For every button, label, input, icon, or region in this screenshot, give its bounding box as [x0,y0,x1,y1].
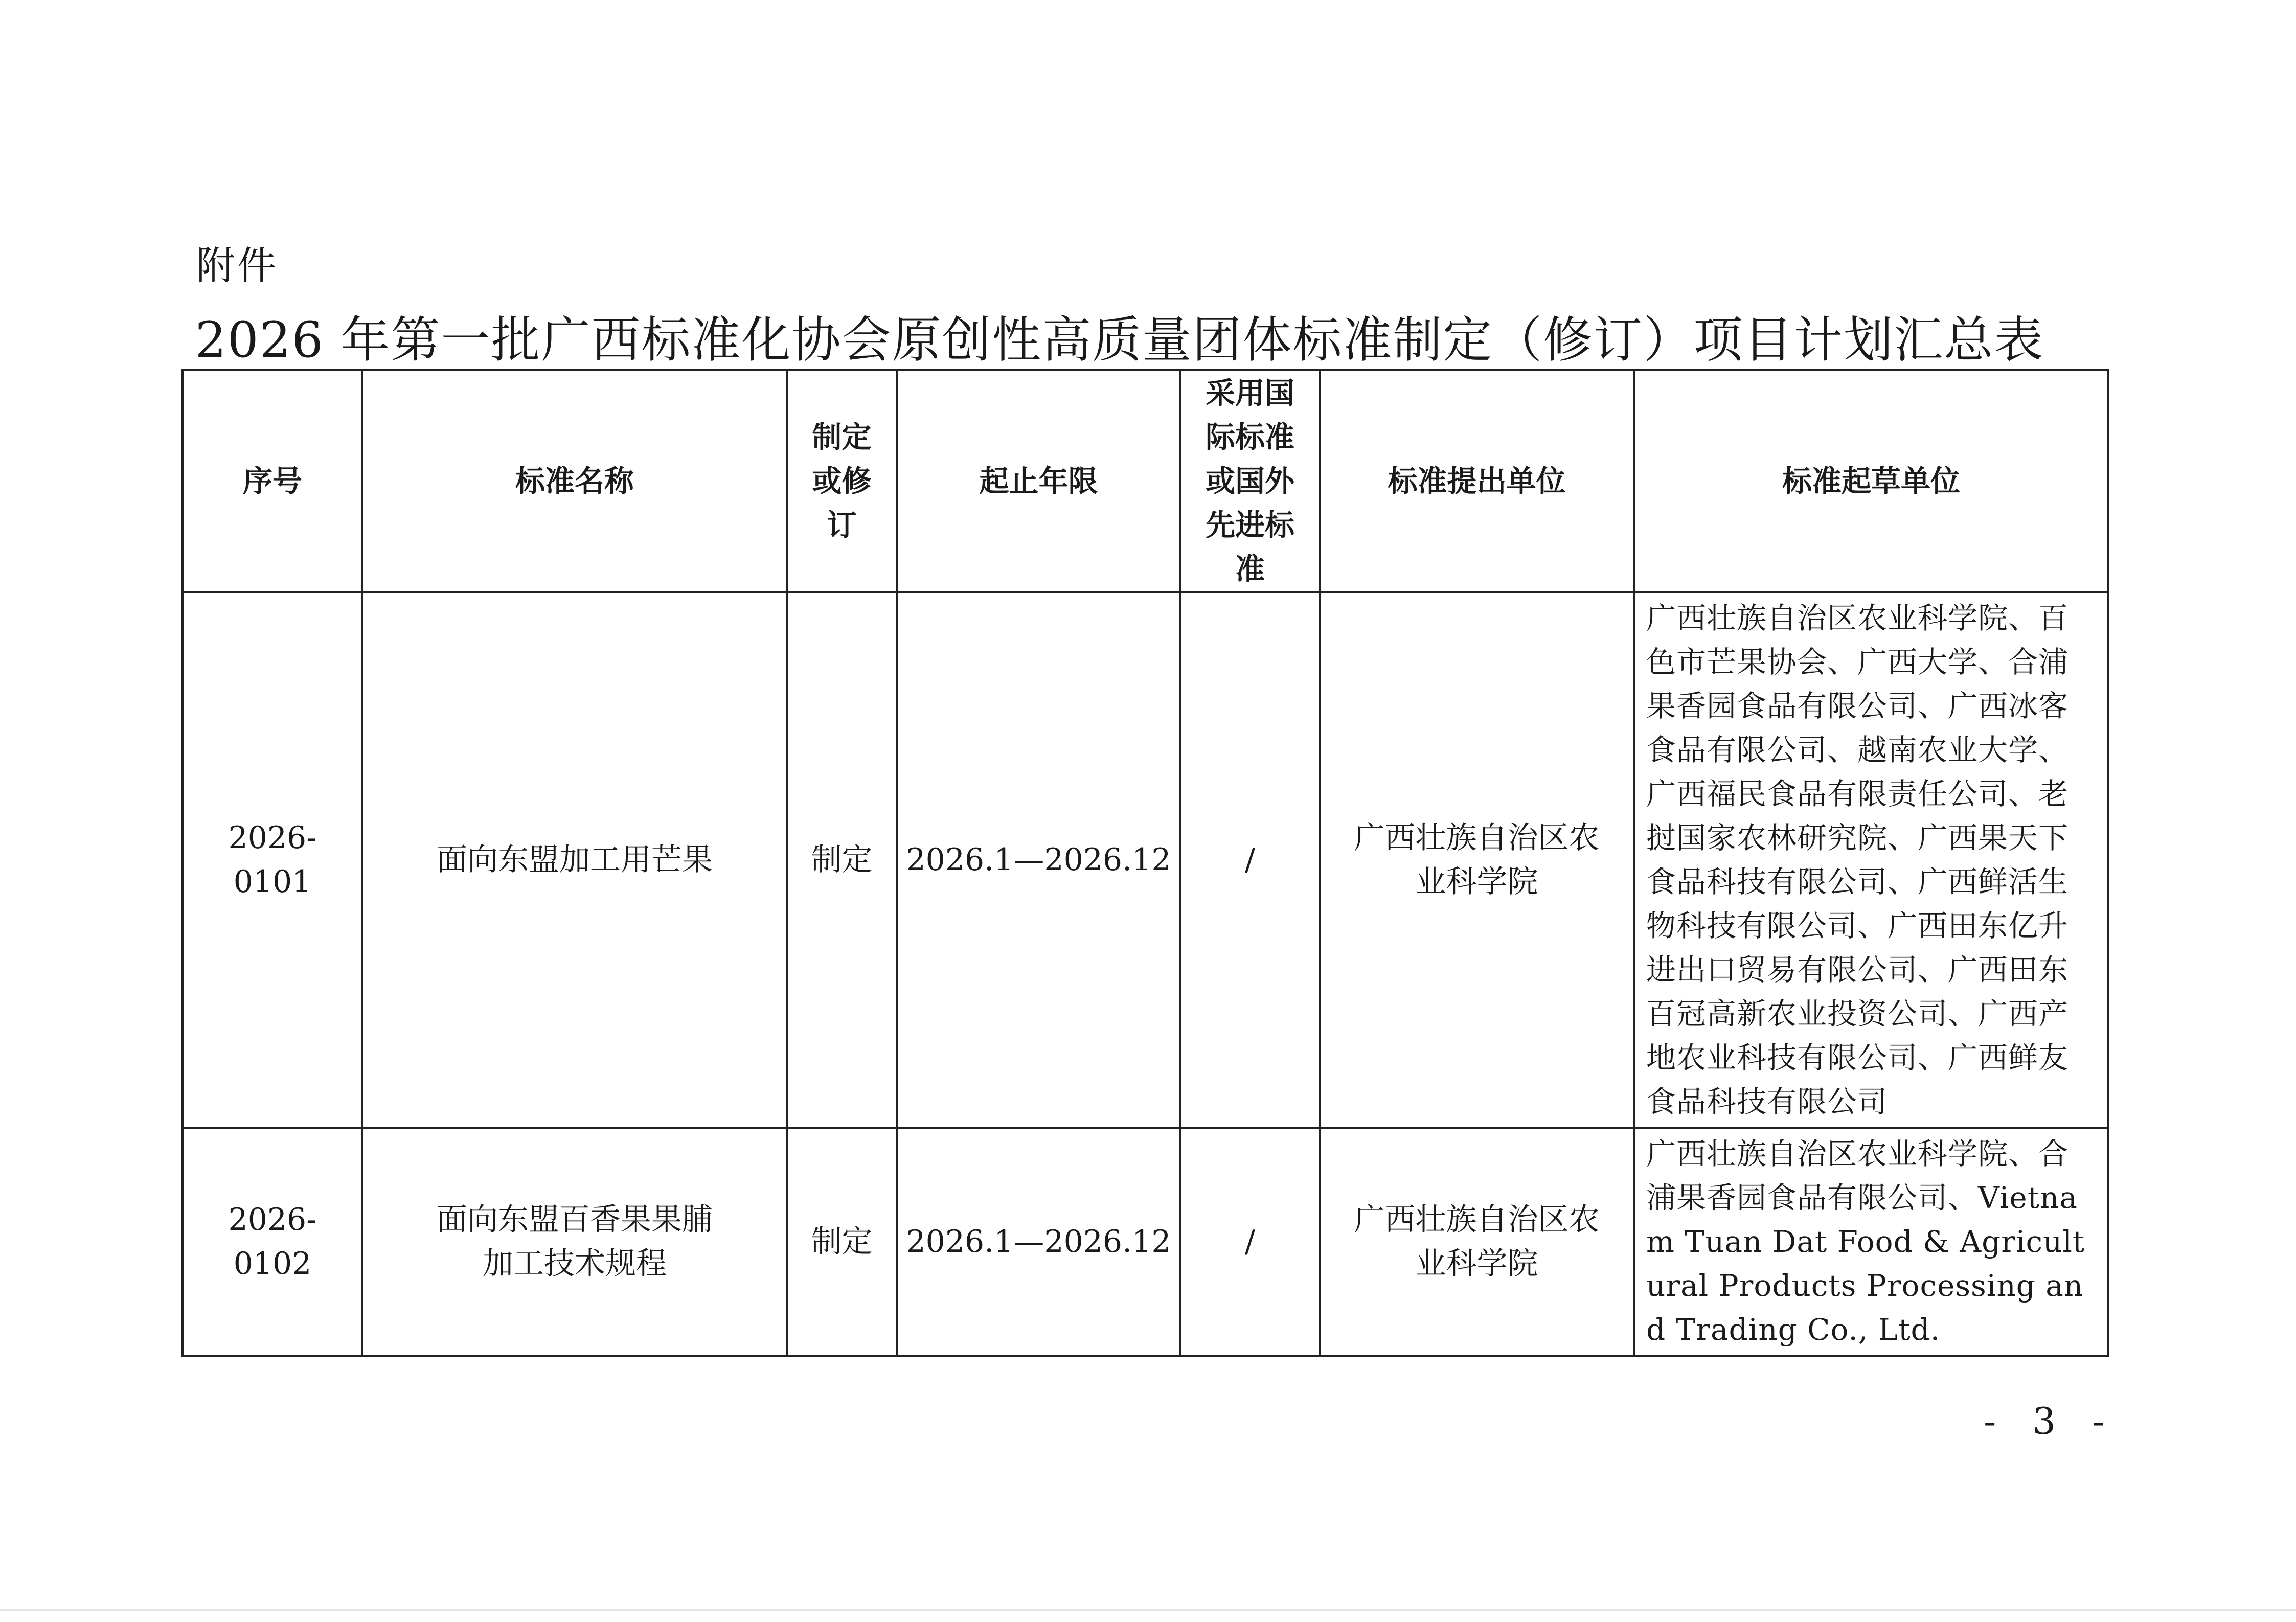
header-drafter: 标准起草单位 [1634,370,2108,592]
cell-id: 2026-0102 [183,1128,362,1356]
scan-edge-line [0,1609,2296,1611]
cell-type: 制定 [787,592,897,1128]
attachment-label: 附件 [196,243,278,288]
header-name: 标准名称 [362,370,787,592]
cell-drafter: 广西壮族自治区农业科学院、百色市芒果协会、广西大学、合浦果香园食品有限公司、广西冰客食品有限公司、越南农业大学、广西福民食品有限责任公司、老挝国家农林研究院、广西果天下食品科技有限公司、广西鲜活生物科技有限公司、广西田东亿升进出口贸易有限公司、广西田东百冠高新农业投资公司、广西产地农业科技有限公司、广西鲜友食品科技有限公司 [1634,592,2108,1128]
document-title: 2026 年第一批广西标准化协会原创性高质量团体标准制定（修订）项目计划汇总表 [195,311,2044,369]
header-id: 序号 [183,370,362,592]
header-adopt: 采用国际标准或国外先进标准 [1180,370,1320,592]
header-type: 制定或修订 [787,370,897,592]
table-row [183,592,2108,1128]
cell-name: 面向东盟加工用芒果 [362,592,787,1128]
cell-period: 2026.1—2026.12 [897,1128,1180,1356]
cell-proposer: 广西壮族自治区农业科学院 [1320,592,1634,1128]
cell-type: 制定 [787,1128,897,1356]
cell-drafter: 广西壮族自治区农业科学院、合浦果香园食品有限公司、Vietnam Tuan Dat Food & Agricultural Products Processing and Trading Co., Ltd. [1634,1128,2108,1356]
page-number: - 3 - [1984,1400,2117,1443]
header-proposer: 标准提出单位 [1320,370,1634,592]
cell-adopt: / [1180,1128,1320,1356]
header-period: 起止年限 [897,370,1180,592]
cell-name: 面向东盟百香果果脯加工技术规程 [362,1128,787,1356]
cell-id: 2026-0101 [183,592,362,1128]
cell-proposer: 广西壮族自治区农业科学院 [1320,1128,1634,1356]
cell-period: 2026.1—2026.12 [897,592,1180,1128]
project-plan-table [181,369,2109,1357]
cell-adopt: / [1180,592,1320,1128]
table-header-row [183,370,2108,592]
table-row [183,1128,2108,1356]
